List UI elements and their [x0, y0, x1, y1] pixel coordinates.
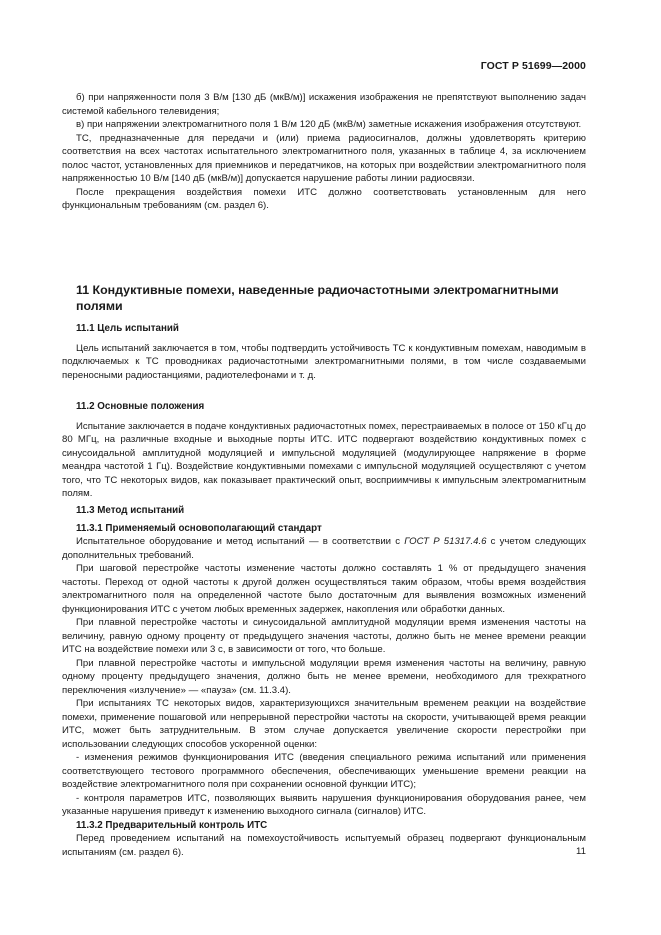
paragraph: ТС, предназначенные для передачи и (или) приема радиосигналов, должны удовлетворять критерию соответствия на всех частотах испытательного электромагнитного поля, указанных в таблице 4, за исключением полос частот, установленных для приемников и передатчиков, на которых при воздействии электромагнитного поля напряженностью 10 В/м [140 дБ (мкВ/м)] допускается нарушение работы линии радиосвязи. — [62, 132, 586, 184]
list-item: - контроля параметров ИТС, позволяющих выявить нарушения функционирования оборудования ранее, чем указанные нарушения приведут к изменению выходного сигнала (сигналов) ИТС. — [62, 792, 586, 817]
subsection-title: 11.3.2 Предварительный контроль ИТС — [76, 819, 268, 831]
document-page — [62, 0, 586, 935]
standard-reference: ГОСТ Р 51317.4.6 — [404, 536, 487, 547]
paragraph: При плавной перестройке частоты и импульсной модуляции время изменения частоты на величину, равную одному проценту предыдущего значения, должно быть не менее времени, необходимого для трехкратного переключения «излучение» — «пауза» (см. 11.3.4). — [62, 657, 586, 696]
subsection-title: 11.2 Основные положения — [76, 401, 205, 412]
section-11-heading-block — [62, 282, 586, 314]
section-11-2 — [62, 400, 586, 501]
paragraph: Цель испытаний заключается в том, чтобы подтвердить устойчивость ТС к кондуктивным помехам, наводимым в подключаемых к ТС проводниках радиочастотными электромагнитными полями, в том числе создаваемыми переносными радиостанциями, радиотелефонами и т. д. — [62, 342, 586, 381]
text-run: с учетом следующих дополнительных требований. — [62, 536, 587, 561]
paragraph: После прекращения воздействия помехи ИТС должно соответствовать установленным для него функциональным требованиям (см. раздел 6). — [62, 186, 586, 211]
list-item: - изменения режимов функционирования ИТС (введения специального режима испытаний или применения соответствующего тестового программного обеспечения, обеспечивающих уменьшение времени реакции на воздействие электромагнитного поля при сохранении основной функции ИТС); — [62, 752, 586, 790]
text-run: Испытательное оборудование и метод испытаний — в соответствии с — [76, 536, 405, 547]
page-number: 11 — [576, 846, 586, 857]
section-11-1 — [62, 322, 586, 382]
paragraph: При шаговой перестройке частоты изменение частоты должно составлять 1 % от предыдущего значения частоты. Переход от одной частоты к другой должен осуществляться таким образом, чтобы время воздействия электромагнитного поля на определенной частоте было достаточным для выявления возможных изменений функционирования ИТС с учетом любых временных задержек, накопления или обработки данных. — [62, 563, 586, 615]
paragraph: Перед проведением испытаний на помехоустойчивость испытуемый образец подвергают функциональным испытаниям (см. раздел 6). — [62, 833, 586, 858]
section-title: 11 Кондуктивные помехи, наведенные радиочастотными электромагнитными полями — [76, 283, 559, 313]
intro-block — [62, 91, 586, 213]
paragraph: Испытание заключается в подаче кондуктивных радиочастотных помех, перестраиваемых в полосе от 150 кГц до 80 МГц, на различные входные и выходные порты ИТС. ИТС подвергают воздействию кондуктивных помех с синусоидальной амплитудной модуляцией и импульсной модуляцией (модулирующее напряжение в форме меандра частотой 1 Гц). Воздействие кондуктивными помехами с импульсной модуляцией осуществляют с учетом того, что ТС некоторых видов, как показывает практический опыт, восприимчивы к импульсным электромагнитным полям. — [62, 420, 586, 499]
subsection-title: 11.1 Цель испытаний — [76, 323, 179, 334]
subsection-title: 11.3.1 Применяемый основополагающий стандарт — [76, 522, 322, 534]
paragraph — [62, 535, 586, 562]
paragraph: б) при напряженности поля 3 В/м [130 дБ (мкВ/м)] искажения изображения не препятствуют выполнению задач системой кабельного телевидения; — [62, 92, 586, 117]
paragraph: При испытаниях ТС некоторых видов, характеризующихся значительным временем реакции на воздействие помехи, применение пошаговой или непрерывной перестройки частоты на скорости, учитывающей время реакции ИТС, может быть затруднительным. В этом случае допускается увеличение скорости перестройки при использовании следующих способов ускоренной оценки: — [62, 698, 586, 750]
subsection-title: 11.3 Метод испытаний — [76, 505, 185, 516]
paragraph: в) при напряжении электромагнитного поля 1 В/м 120 дБ (мкВ/м) заметные искажения изображения отсутствуют. — [76, 119, 582, 130]
paragraph: При плавной перестройке частоты и синусоидальной амплитудной модуляции время изменения частоты на величину, равную одному проценту от предыдущего значения частоты, должно быть не менее времени реакции ИТС на воздействие помехи или 3 с, в зависимости от того, что больше. — [62, 617, 586, 655]
document-code: ГОСТ Р 51699—2000 — [480, 60, 586, 72]
section-11-3 — [62, 504, 586, 859]
